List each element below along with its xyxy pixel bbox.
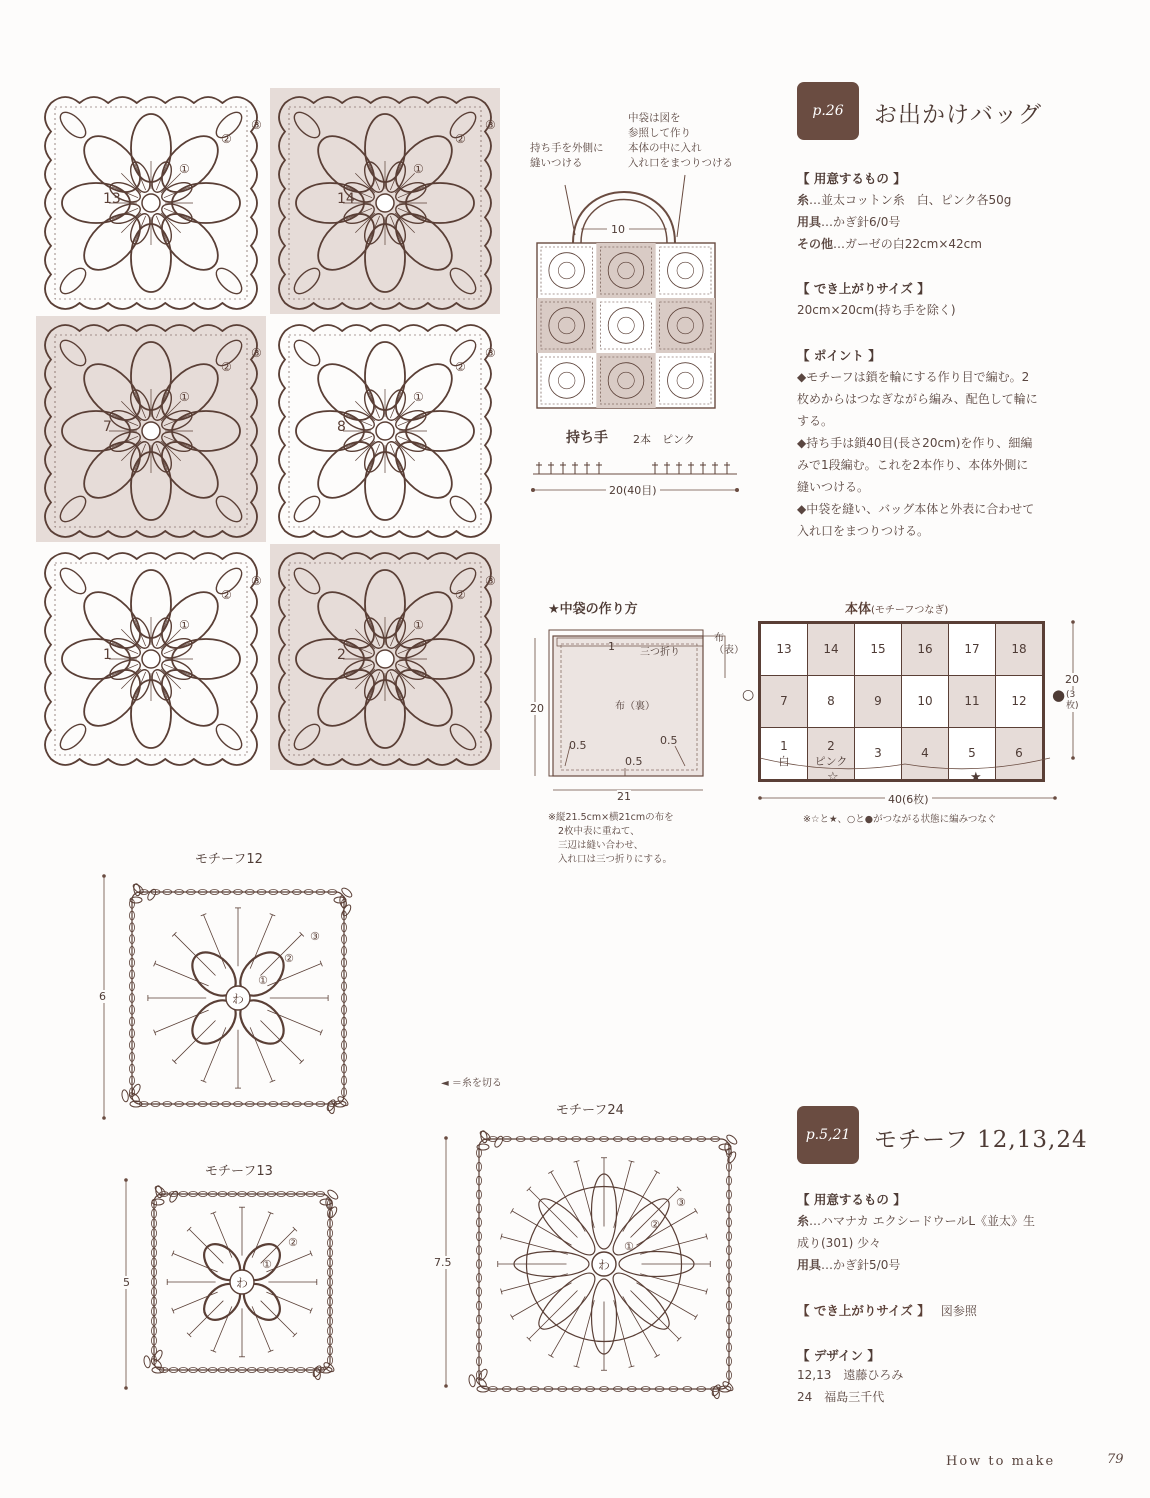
body-cell: 18: [996, 623, 1044, 676]
inner-bag-height: 20: [530, 702, 544, 715]
bag-handle-width: 10: [611, 223, 625, 236]
materials-list-2: 糸…ハマナカ エクシードウールL《並太》生 成り(301) 少々 用具…かぎ針5/0号: [797, 1214, 1036, 1272]
motif12-size: 6: [99, 990, 106, 1003]
motif12-chart: [98, 866, 378, 1128]
body-height-sub: (3枚): [1066, 690, 1079, 711]
star-filled-mark: ★: [970, 770, 982, 785]
handle-stitch: [536, 462, 542, 474]
page-tag-1: p.26: [797, 82, 859, 140]
motif-cell: [36, 316, 266, 542]
body-cell: 7: [760, 676, 808, 728]
bag-cell: [656, 298, 715, 353]
round-marker: ③: [251, 118, 262, 132]
handle-stitch: [584, 462, 590, 474]
round-marker: ①: [624, 1240, 634, 1253]
motif-number: 1: [103, 647, 112, 663]
handle-stitch: [560, 462, 566, 474]
motif12-title: モチーフ12: [195, 852, 263, 867]
handle-spec: 2本 ピンク: [633, 433, 695, 446]
handle-title: 持ち手: [566, 430, 608, 446]
bag-cell: [596, 243, 655, 298]
body-cell: 6: [996, 728, 1044, 781]
size-row-2: 【 でき上がりサイズ 】 図参照: [797, 1303, 977, 1318]
handle-stitch: [596, 462, 602, 474]
body-cell: 10: [902, 676, 949, 728]
round-marker: ①: [258, 974, 268, 987]
body-cell: 1 白: [760, 728, 808, 781]
body-width: 40(6枚): [885, 791, 932, 807]
round-marker: ①: [413, 162, 424, 176]
footer-label: How to make: [946, 1454, 1056, 1469]
round-marker: ②: [288, 1236, 298, 1249]
motif-cell: [270, 544, 500, 770]
round-marker: ②: [221, 588, 232, 602]
round-marker: ①: [179, 618, 190, 632]
round-marker: ②: [455, 132, 466, 146]
circle-open-mark: ○: [742, 687, 755, 703]
handle-stitch: [712, 462, 718, 474]
motif13-size: 5: [123, 1276, 130, 1289]
body-cell: 15: [855, 623, 902, 676]
body-cell: 16: [902, 623, 949, 676]
round-marker: ②: [455, 588, 466, 602]
design-list: 12,13 遠藤ひろみ 24 福島三千代: [797, 1368, 904, 1404]
round-marker: ②: [650, 1218, 660, 1231]
round-marker: ③: [485, 118, 496, 132]
round-marker: ①: [413, 618, 424, 632]
handle-dimension: 20(40目): [606, 482, 660, 498]
ring-label: わ: [236, 1276, 249, 1290]
handle-stitch: [572, 462, 578, 474]
ring-label: わ: [598, 1258, 611, 1272]
body-cell: 8: [808, 676, 855, 728]
body-cell: 3: [855, 728, 902, 781]
round-marker: ③: [485, 574, 496, 588]
motif13-title: モチーフ13: [205, 1164, 273, 1179]
bag-sketch: [525, 165, 750, 415]
section1-title: お出かけバッグ: [874, 102, 1042, 128]
handle-stitch: [724, 462, 730, 474]
body-height: 20: [1065, 673, 1079, 686]
size-value-1: 20cm×20cm(持ち手を除く): [797, 303, 956, 317]
motif-grid: [36, 88, 502, 770]
motif13-chart: [120, 1176, 370, 1396]
body-cell: 12: [996, 676, 1044, 728]
motif24-chart: [436, 1118, 748, 1410]
round-marker: ③: [485, 346, 496, 360]
round-marker: ②: [455, 360, 466, 374]
round-marker: ②: [221, 360, 232, 374]
point-list: ◆モチーフは鎖を輪にする作り目で編む。2 枚めからはつなぎながら編み、配色して輪に する。 ◆持ち手は鎖40目(長さ20cm)を作り、細編 みで1段編む。これを2本作り、本体外側に 縫いつける。 ◆中袋を縫い、バッグ本体と外表に合わせて 入れ口をまつりつける。: [797, 370, 1038, 538]
circle-filled-mark: ●: [1052, 686, 1066, 704]
body-cell: 13: [760, 623, 808, 676]
inner-bag-note: ※縦21.5cm×横21cmの布を 2枚中表に重ねて、 三辺は縫い合わせ、 入れ口は三つ折りにする。: [548, 812, 674, 865]
handle-stitch: [652, 462, 658, 474]
round-marker: ②: [284, 952, 294, 965]
inner-bag-seam-left: 0.5: [569, 739, 587, 752]
motif24-size: 7.5: [434, 1256, 452, 1269]
body-cell: 9: [855, 676, 902, 728]
handle-stitch: [676, 462, 682, 474]
round-marker: ①: [413, 390, 424, 404]
body-cell: 14: [808, 623, 855, 676]
inner-bag-cloth: 布（裏）: [615, 701, 655, 712]
round-marker: ③: [251, 346, 262, 360]
inner-bag-mark-1: 1: [608, 640, 615, 653]
handle-stitch: [700, 462, 706, 474]
round-marker: ①: [262, 1258, 272, 1271]
motif-number: 2: [337, 647, 346, 663]
inner-bag-diagram: [525, 618, 744, 808]
section2-title: モチーフ 12,13,24: [874, 1127, 1088, 1153]
inner-bag-seam-bottom: 0.5: [625, 755, 643, 768]
handle-stitch: [688, 462, 694, 474]
inner-bag-title: ★中袋の作り方: [548, 602, 638, 617]
motif-number: 7: [103, 419, 112, 435]
body-cell: 2 ピンク: [808, 728, 855, 781]
round-marker: ①: [179, 162, 190, 176]
ring-label: わ: [232, 992, 245, 1006]
motif-cell: [279, 325, 496, 537]
body-cell: 4: [902, 728, 949, 781]
page-tag-2: p.5,21: [797, 1106, 859, 1164]
motif-number: 8: [337, 419, 346, 435]
inner-bag-seam-right: 0.5: [660, 734, 678, 747]
handle-stitch: [548, 462, 554, 474]
materials-heading-1: 【 用意するもの 】: [797, 171, 906, 186]
bag-cell: [596, 353, 655, 408]
bag-note-inner: 中袋は図を 参照して作り 本体の中に入れ 入れ口をまつりつける: [628, 112, 733, 169]
motif24-title: モチーフ24: [556, 1103, 624, 1118]
motif-cell: [45, 97, 262, 309]
materials-list-1: 糸…並太コットン糸 白、ピンク各50g 用具…かぎ針6/0号 その他…ガーゼの白22cm×42cm: [797, 193, 1012, 251]
motif-cell: [45, 553, 262, 765]
round-marker: ①: [179, 390, 190, 404]
size-heading-1: 【 でき上がりサイズ 】: [797, 281, 930, 296]
motif-cell: [270, 88, 500, 314]
inner-bag-fold: 三つ折り: [640, 647, 680, 658]
body-cell: 11: [949, 676, 996, 728]
round-marker: ②: [221, 132, 232, 146]
body-dimension-lines: [755, 618, 1085, 808]
inner-bag-side: 布（表）: [714, 633, 744, 656]
body-cell: 17: [949, 623, 996, 676]
page-number: 79: [1107, 1452, 1124, 1467]
materials-heading-2: 【 用意するもの 】: [797, 1192, 906, 1207]
inner-bag-width: 21: [617, 790, 631, 803]
body-note: ※☆と★、○と●がつながる状態に編みつなぐ: [803, 814, 997, 825]
bag-note-handle: 持ち手を外側に 縫いつける: [530, 142, 604, 169]
round-marker: ③: [251, 574, 262, 588]
body-title: 本体(モチーフつなぎ): [845, 602, 949, 617]
handle-stitch: [664, 462, 670, 474]
round-marker: ③: [676, 1196, 686, 1209]
design-heading: 【 デザイン 】: [797, 1348, 880, 1363]
body-cell: 5: [949, 728, 996, 781]
motif-number: 14: [337, 191, 355, 207]
bag-cell: [537, 298, 596, 353]
motif-number: 13: [103, 191, 121, 207]
round-marker: ③: [310, 930, 320, 943]
legend-cut: ◄ ＝糸を切る: [441, 1078, 502, 1089]
star-open-mark: ☆: [827, 770, 839, 785]
point-heading: 【 ポイント 】: [797, 348, 881, 363]
